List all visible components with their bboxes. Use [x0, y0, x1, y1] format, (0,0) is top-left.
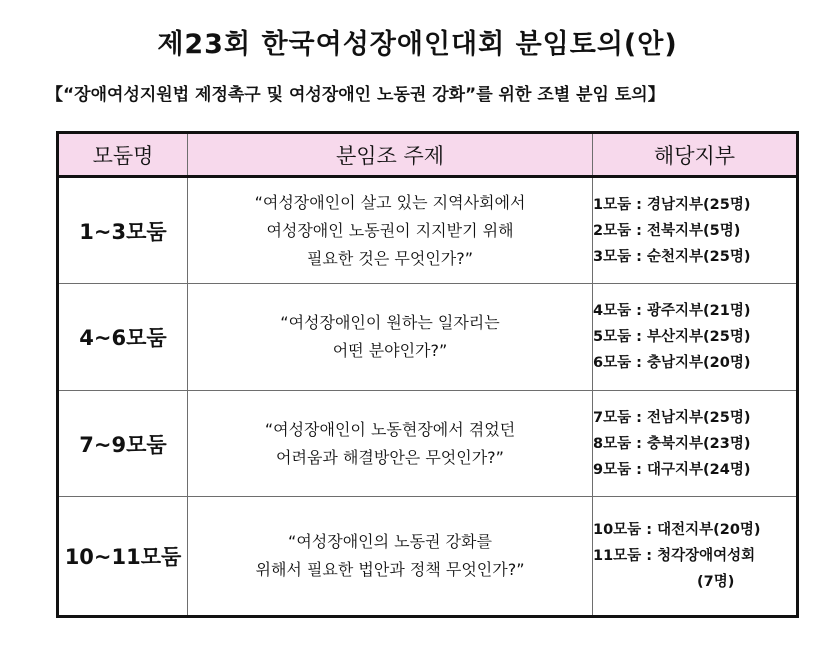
header-branch: 해당지부 [593, 133, 798, 177]
group-name: 7~9모둠 [58, 391, 188, 497]
branch-line: 2모둠 : 전북지부(5명) [593, 222, 741, 239]
topic-line: “여성장애인이 살고 있는 지역사회에서 [254, 192, 526, 212]
table-row [58, 497, 798, 617]
breakout-table [56, 131, 799, 618]
topic-line: “여성장애인이 원하는 일자리는 [280, 313, 500, 332]
branch-line: 8모둠 : 충북지부(23명) [593, 435, 751, 452]
branch-line: 4모둠 : 광주지부(21명) [593, 303, 751, 319]
document-title: 제23회 한국여성장애인대회 분임토의(안) [157, 29, 678, 60]
topic-cell [188, 284, 593, 391]
topic-line: 어떤 분야인가?” [332, 341, 448, 360]
topic-cell [188, 497, 593, 617]
branch-line: 1모둠 : 경남지부(25명) [593, 196, 751, 213]
group-name: 1~3모둠 [58, 177, 188, 284]
topic-line: “여성장애인의 노동권 강화를 [288, 532, 492, 551]
branch-cell [593, 391, 798, 497]
header-group: 모둠명 [58, 133, 188, 177]
branch-cell [593, 497, 798, 617]
group-name: 10~11모둠 [58, 497, 188, 617]
branch-line: 9모둠 : 대구지부(24명) [593, 461, 751, 478]
branch-line: 7모둠 : 전남지부(25명) [593, 409, 751, 426]
branch-line: 10모둠 : 대전지부(20명) [593, 522, 761, 538]
header-topic: 분임조 주제 [188, 133, 593, 177]
group-name: 4~6모둠 [58, 284, 188, 391]
topic-line: “여성장애인이 노동현장에서 겪었던 [264, 419, 516, 439]
branch-line: 3모둠 : 순천지부(25명) [593, 248, 751, 265]
topic-cell [188, 177, 593, 284]
branch-line: 6모둠 : 충남지부(20명) [593, 355, 751, 371]
table-row [58, 177, 798, 284]
topic-line: 어려움과 해결방안은 무엇인가?” [276, 447, 504, 467]
branch-line: 11모둠 : 청각장애여성회 [593, 548, 756, 564]
topic-line: 필요한 것은 무엇인가?” [306, 248, 474, 268]
document-subtitle: 【“장애여성지원법 제정촉구 및 여성장애인 노동권 강화”를 위한 조별 분임 토의】 [46, 85, 665, 105]
table-row [58, 284, 798, 391]
table-row [58, 391, 798, 497]
topic-line: 위해서 필요한 법안과 정책 무엇인가?” [255, 560, 525, 579]
branch-cell [593, 177, 798, 284]
branch-line: 5모둠 : 부산지부(25명) [593, 329, 751, 345]
topic-cell [188, 391, 593, 497]
topic-line: 여성장애인 노동권이 지지받기 위해 [266, 220, 514, 240]
branch-line: (7명) [697, 574, 735, 590]
table-header-row [58, 133, 798, 177]
branch-cell [593, 284, 798, 391]
